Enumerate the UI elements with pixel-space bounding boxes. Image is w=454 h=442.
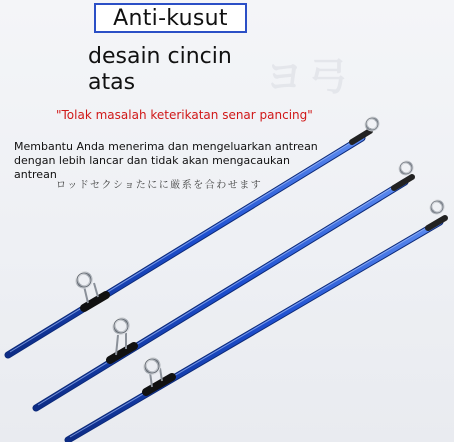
subtitle-line-2: atas <box>88 70 136 95</box>
subtitle-line-1: desain cincin <box>88 44 232 69</box>
quote-text: "Tolak masalah keterikatan senar pancing" <box>56 108 313 122</box>
background-watermark: ヨ弓 <box>265 55 354 99</box>
rod-2 <box>36 162 412 408</box>
description-text: Membantu Anda menerima dan mengeluarkan antrean dengan lebih lancar dan tidak akan mengacaukan antrean <box>14 140 318 181</box>
page-title: Anti-kusut <box>113 5 228 31</box>
japanese-text: ロッドセクショたにに厳系を合わせます <box>56 180 263 191</box>
